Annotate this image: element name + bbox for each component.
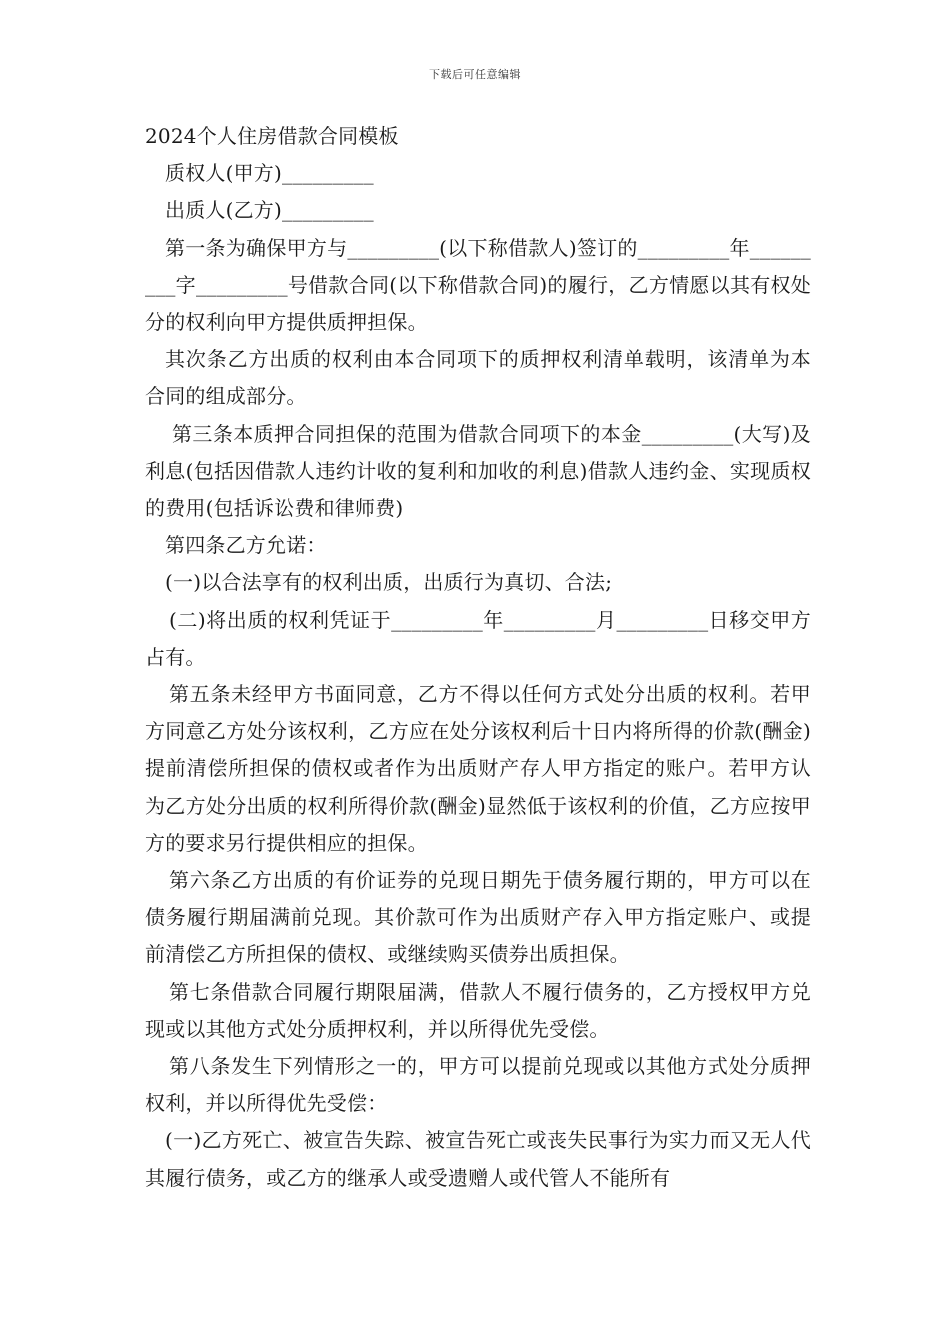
paragraph-article-6: 第六条乙方出质的有价证券的兑现日期先于债务履行期的，甲方可以在债务履行期届满前兑现。其价款可作为出质财产存入甲方指定账户、或提前清偿乙方所担保的债权、或继续购买债券出质担保。	[145, 868, 811, 967]
paragraph-article-7: 第七条借款合同履行期限届满，借款人不履行债务的，乙方授权甲方兑现或以其他方式处分质押权利，并以所得优先受偿。	[145, 979, 811, 1041]
document-title: 2024个人住房借款合同模板	[145, 124, 399, 148]
paragraph-article-2: 其次条乙方出质的权利由本合同项下的质押权利清单载明，该清单为本合同的组成部分。	[145, 347, 811, 409]
paragraph-article-5: 第五条未经甲方书面同意，乙方不得以任何方式处分出质的权利。若甲方同意乙方处分该权利，乙方应在处分该权利后十日内将所得的价款(酬金)提前清偿所担保的债权或者作为出质财产存人甲方指定的账户。若甲方认为乙方处分出质的权利所得价款(酬金)显然低于该权利的价值，乙方应按甲方的要求另行提供相应的担保。	[145, 682, 811, 855]
paragraph-pledgor: 出质人(乙方)_________	[165, 198, 374, 223]
document-body	[145, 118, 811, 1197]
paragraph-article-4-item-2: (二)将出质的权利凭证于_________年_________月_________日移交甲方占有。	[145, 607, 811, 669]
paragraph-article-4-item-1: (一)以合法享有的权利出质，出质行为真切、合法;	[165, 570, 613, 595]
paragraph-article-8: 第八条发生下列情形之一的，甲方可以提前兑现或以其他方式处分质押权利，并以所得优先受偿：	[145, 1054, 811, 1116]
page-header-note: 下载后可任意编辑	[429, 68, 521, 81]
paragraph-article-4: 第四条乙方允诺：	[165, 533, 327, 558]
paragraph-article-1: 第一条为确保甲方与_________(以下称借款人)签订的_________年_________字_________号借款合同(以下称借款合同)的履行，乙方情愿以其有权处分的权利向甲方提供质押担保。	[145, 235, 811, 335]
paragraph-article-8-item-1: (一)乙方死亡、被宣告失踪、被宣告死亡或丧失民事行为实力而又无人代其履行债务，或乙方的继承人或受遗赠人或代管人不能所有	[145, 1128, 811, 1190]
paragraph-pledgee: 质权人(甲方)_________	[165, 161, 374, 186]
paragraph-article-3: 第三条本质押合同担保的范围为借款合同项下的本金_________(大写)及利息(包括因借款人违约计收的复利和加收的利息)借款人违约金、实现质权的费用(包括诉讼费和律师费)	[145, 421, 811, 521]
